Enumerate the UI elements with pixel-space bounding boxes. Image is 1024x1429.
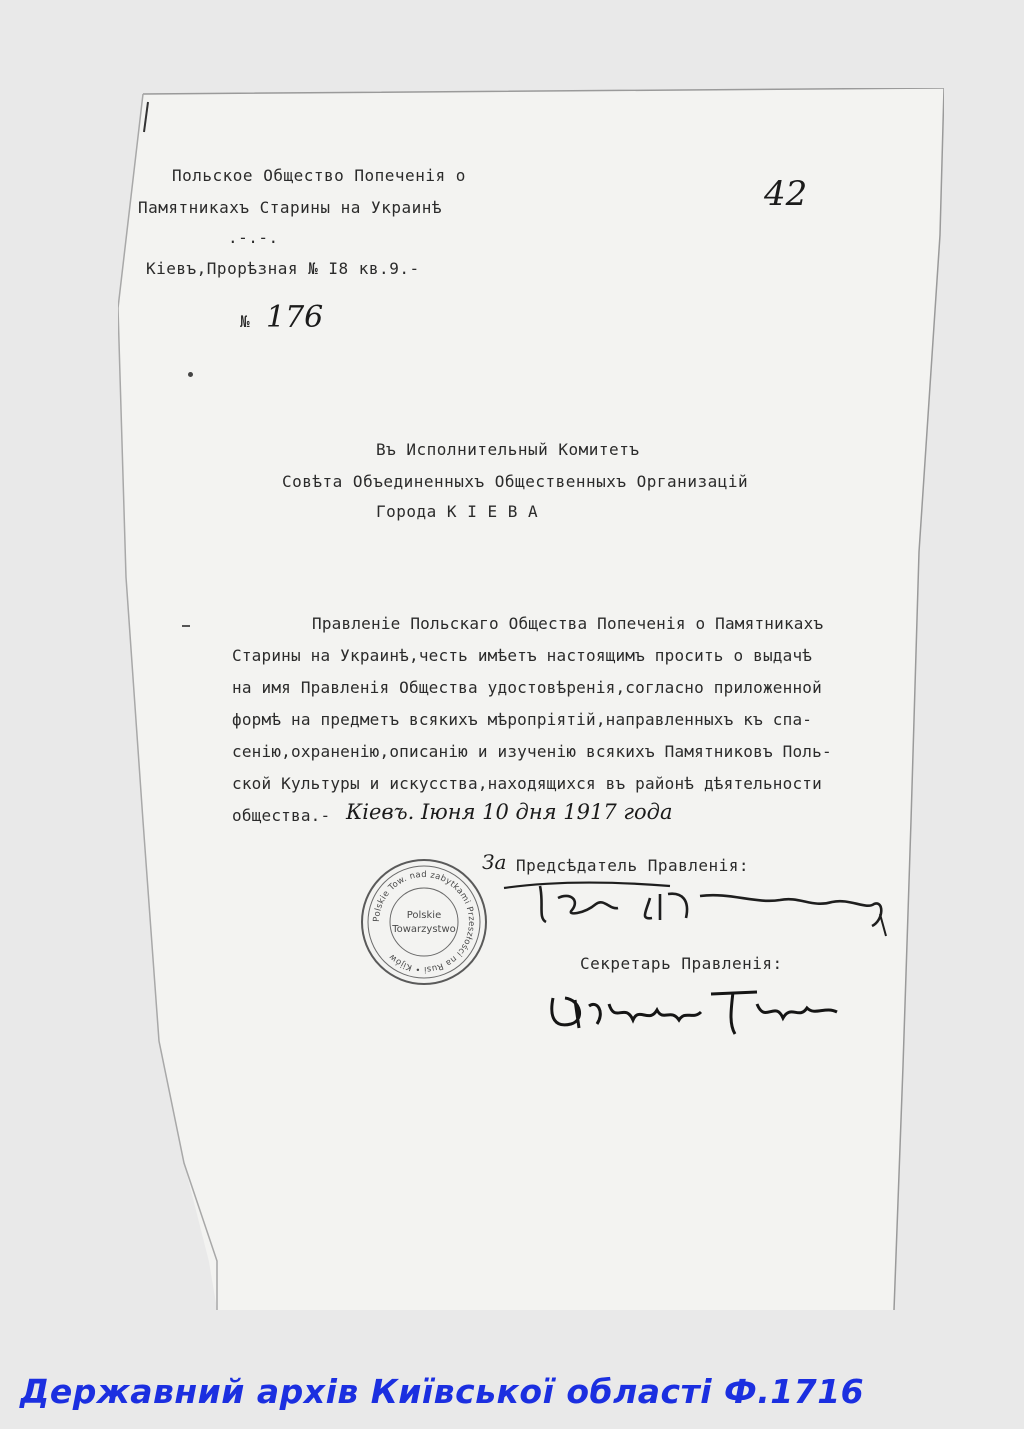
secretary-signature: [545, 984, 845, 1044]
body-line-2: Старины на Украинѣ,честь имѣетъ настоящимъ просить о выдачѣ: [232, 646, 813, 665]
body-line-6: ской Культуры и искусства,находящихся въ районѣ дѣятельности: [232, 774, 822, 793]
chairman-title: Предсѣдатель Правленія:: [516, 856, 750, 875]
svg-text:Polskie: Polskie: [406, 910, 442, 921]
svg-text:Polskie Tow. nad zabytkami Prz: Polskie Tow. nad zabytkami Przeszłości na Rusi • Kijów: [371, 869, 477, 975]
margin-punch-mark: [188, 372, 193, 377]
society-round-stamp: [358, 856, 490, 988]
outgoing-number-handwritten: 176: [266, 300, 324, 335]
outgoing-number-label: №: [240, 312, 251, 331]
margin-tick-mark: [182, 625, 190, 627]
addressee-line-1: Въ Исполнительный Комитетъ: [376, 440, 640, 459]
chairman-signature: [500, 874, 890, 944]
body-line-4: формѣ на предметъ всякихъ мѣропріятій,направленныхъ къ спа-: [232, 710, 813, 729]
letterhead-address: Кіевъ,Прорѣзная № I8 кв.9.-: [146, 259, 420, 278]
archive-page-number: 42: [764, 174, 808, 214]
addressee-line-3: Города К І Е В А: [376, 502, 539, 521]
body-line-1: Правленіе Польскаго Общества Попеченія о Памятникахъ: [312, 614, 824, 633]
svg-text:Towarzystwo: Towarzystwo: [392, 924, 456, 935]
handwritten-date: Кіевъ. Іюня 10 дня 1917 года: [346, 800, 673, 824]
letterhead-line-1: Польское Общество Попеченія о: [172, 166, 466, 185]
letterhead-separator: .-.-.: [228, 228, 279, 247]
body-line-3: на имя Правленія Общества удостовѣренія,согласно приложенной: [232, 678, 822, 697]
body-line-5: сенію,охраненію,описанію и изученію всякихъ Памятниковъ Поль-: [232, 742, 832, 761]
body-line-7: общества.-: [232, 806, 331, 825]
secretary-title: Секретарь Правленія:: [580, 954, 783, 973]
letterhead-line-2: Памятникахъ Старины на Украинѣ: [138, 198, 442, 217]
addressee-line-2: Совѣта Объединенныхъ Общественныхъ Организацій: [282, 472, 749, 491]
archive-footer-caption: Державний архів Київської області Ф.1716: [20, 1372, 865, 1411]
chairman-prefix-handwritten: За: [482, 850, 507, 874]
